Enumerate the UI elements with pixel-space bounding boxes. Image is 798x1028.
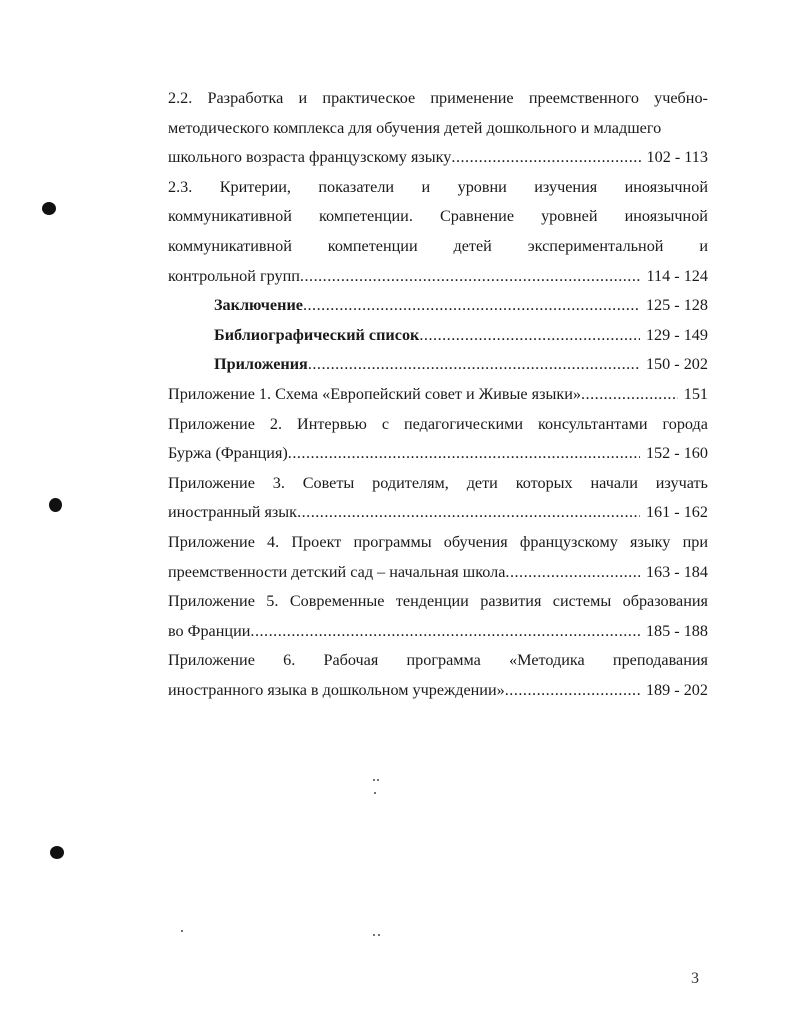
toc-page-range: 163 - 184 <box>645 562 708 581</box>
binder-hole-mark <box>49 498 62 512</box>
toc-appendix-4-line-2: преемственности детский сад – начальная школа ..... 163 - 184 <box>168 558 708 588</box>
toc-appendix-4-line-1: Приложение 4. Проект программы обучения французскому языку при <box>168 532 708 551</box>
toc-2-2-line-3: школьного возраста французскому языку ..... 102 - 113 <box>168 143 708 173</box>
toc-appendix-3-line-2: иностранный язык ..... 161 - 162 <box>168 498 708 528</box>
toc-appendix-6-line-2: иностранного языка в дошкольном учреждении» ..... 189 - 202 <box>168 676 708 706</box>
toc-page-range: 150 - 202 <box>645 355 708 374</box>
toc-page-range: 114 - 124 <box>646 266 708 285</box>
scan-speck <box>378 934 380 936</box>
scan-speck <box>373 934 375 936</box>
toc-page-range: 161 - 162 <box>645 503 708 522</box>
toc-bibliography: Библиографический список ..... 129 - 149 <box>168 321 708 351</box>
toc-appendix-2-line-1: Приложение 2. Интервью с педагогическими консультантами города <box>168 414 708 433</box>
toc-2-2-line-2: методического комплекса для обучения детей дошкольного и младшего <box>168 118 662 137</box>
binder-hole-mark <box>42 202 56 215</box>
toc-appendix-2-line-2: Буржа (Франция) ..... 152 - 160 <box>168 439 708 469</box>
scan-speck <box>377 779 379 781</box>
toc-page-range: 185 - 188 <box>645 621 708 640</box>
table-of-contents <box>168 84 708 705</box>
toc-appendix-5-line-1: Приложение 5. Современные тенденции развития системы образования <box>168 592 708 611</box>
binder-hole-mark <box>50 846 64 859</box>
toc-page-range: 129 - 149 <box>645 325 708 344</box>
toc-appendix-5-line-2: во Франции ..... 185 - 188 <box>168 617 708 647</box>
toc-page-range: 152 - 160 <box>645 444 708 463</box>
toc-page-range: 125 - 128 <box>645 296 708 315</box>
toc-appendix-3-line-1: Приложение 3. Советы родителям, дети которых начали изучать <box>168 473 708 492</box>
scan-speck <box>181 930 183 932</box>
toc-appendices: Приложения ..... 150 - 202 <box>168 350 708 380</box>
toc-2-2-line-1: 2.2. Разработка и практическое применение преемственного учебно- <box>168 89 708 107</box>
toc-2-3-line-2: коммуникативной компетенции. Сравнение уровней иноязычной <box>168 207 708 226</box>
scan-speck <box>374 792 376 794</box>
toc-page-range: 151 <box>683 384 708 403</box>
toc-appendix-6-line-1: Приложение 6. Рабочая программа «Методика преподавания <box>168 651 708 670</box>
toc-page-range: 102 - 113 <box>646 148 708 167</box>
toc-2-3-line-4: контрольной групп ..... 114 - 124 <box>168 262 708 292</box>
page-number: 3 <box>691 970 699 987</box>
toc-appendix-1: Приложение 1. Схема «Европейский совет и Живые языки» ..... 151 <box>168 380 708 410</box>
toc-conclusion: Заключение ..... 125 - 128 <box>168 291 708 321</box>
toc-2-3-line-1: 2.3. Критерии, показатели и уровни изучения иноязычной <box>168 177 708 196</box>
scan-speck <box>373 779 375 781</box>
toc-2-3-line-3: коммуникативной компетенции детей экспериментальной и <box>168 236 708 255</box>
toc-page-range: 189 - 202 <box>645 680 708 699</box>
